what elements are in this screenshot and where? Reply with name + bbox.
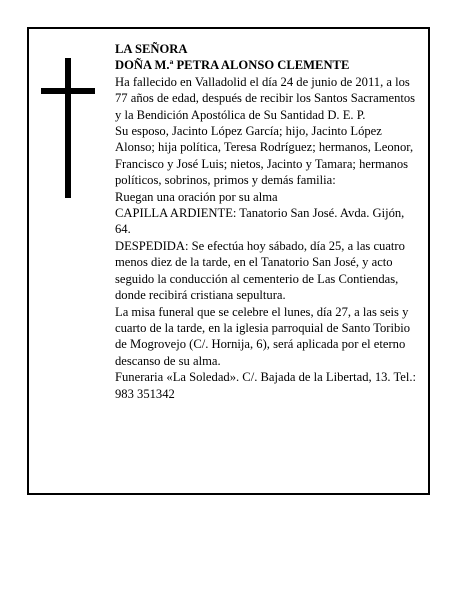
death-announcement: Ha fallecido en Valladolid el día 24 de junio de 2011, a los 77 años de edad, después de recibir los Santos Sacramentos y la Bendición Apostólica de Su Santidad D. E. P. <box>115 74 416 122</box>
cross-vertical-bar <box>65 58 71 198</box>
prayer-request: Ruegan una oración por su alma <box>115 189 278 204</box>
obituary-notice <box>27 27 430 495</box>
funeral-home-info: Funeraria «La Soledad». C/. Bajada de la Libertad, 13. Tel.: 983 351342 <box>115 370 417 401</box>
notice-text <box>115 41 423 402</box>
funeral-mass-info: La misa funeral que se celebre el lunes, día 27, a las seis y cuarto de la tarde, en la iglesia parroquial de Santo Toribio de Mogrovejo (C/. Hornija, 6), será aplicada por el eterno descanso de su alma. <box>115 304 411 368</box>
family-list: Su esposo, Jacinto López García; hijo, Jacinto López Alonso; hija política, Teresa Rodríguez; hermanos, Leonor, Francisco y José Luis; nietos, Jacinto y Tamara; hermanos políticos, sobrinos, primos y demás familia: <box>115 124 414 188</box>
notice-heading: LA SEÑORA <box>115 42 188 56</box>
farewell-info: DESPEDIDA: Se efectúa hoy sábado, día 25, a las cuatro menos diez de la tarde, en el Tanatorio San José, y acto seguido la conducción al cementerio de Las Contiendas, donde recibirá cristiana sepultura. <box>115 238 405 303</box>
deceased-name: DOÑA M.ª PETRA ALONSO CLEMENTE <box>115 58 350 73</box>
cross-horizontal-bar <box>41 88 95 94</box>
chapel-info: CAPILLA ARDIENTE: Tanatorio San José. Avda. Gijón, 64. <box>115 206 405 237</box>
cross-icon <box>41 58 95 198</box>
